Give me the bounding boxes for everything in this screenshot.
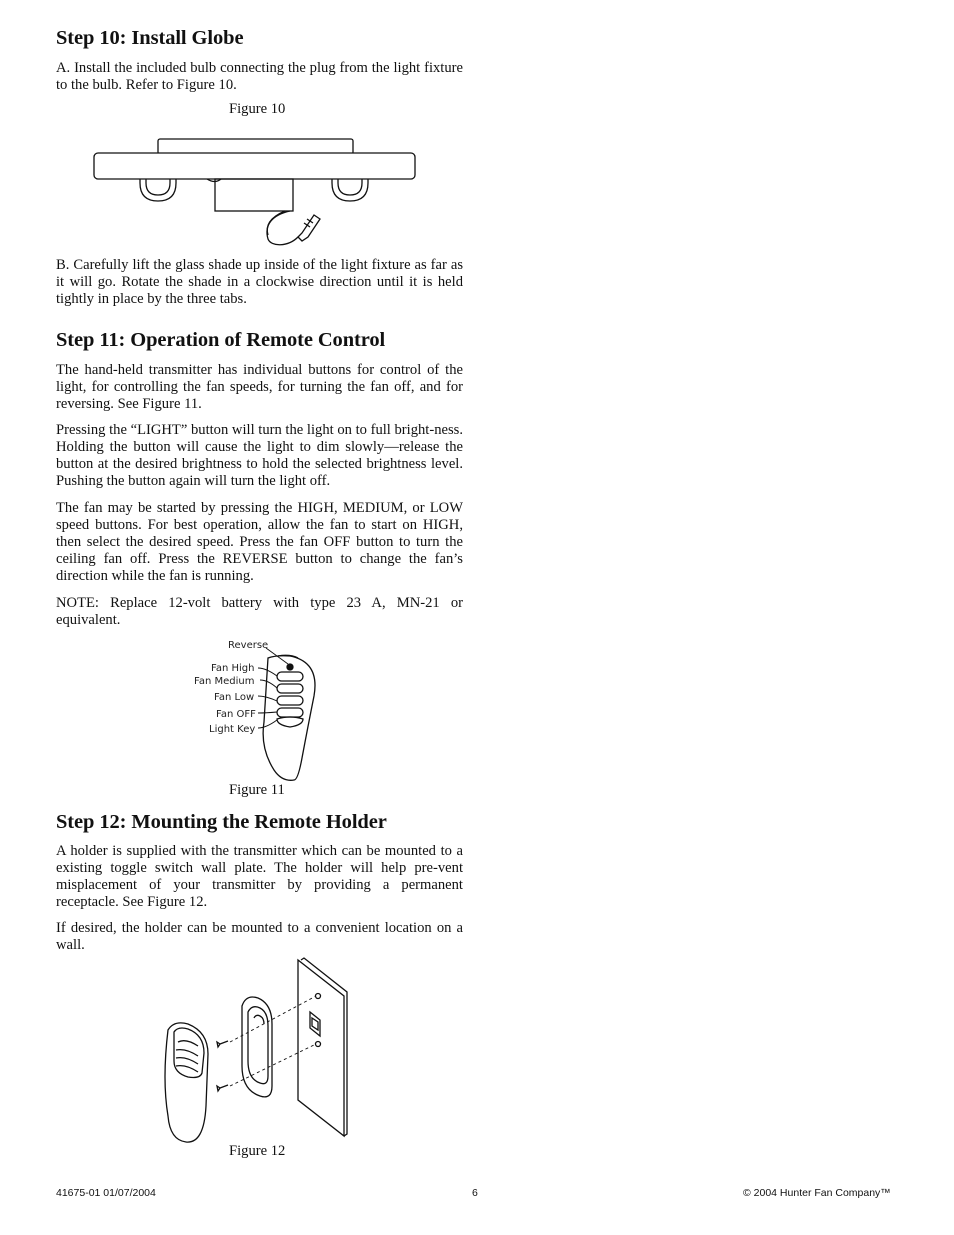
footer-copyright: © 2004 Hunter Fan Company™ [743,1187,891,1199]
step12-para-1: A holder is supplied with the transmitter which can be mounted to a existing toggle switch wall plate. The holder will help pre-vent misplacement of your transmitter by providing a permanent receptacle. See Figure 12. [56,843,463,910]
label-fan-medium: Fan Medium [194,676,255,687]
figure11-remote-diagram [180,636,340,786]
figure12-caption: Figure 12 [229,1143,286,1159]
label-fan-low: Fan Low [214,692,255,703]
footer-page-number: 6 [472,1187,478,1199]
step11-para-1: The hand-held transmitter has individual buttons for control of the light, for controlling the fan speeds, for turning the fan off, and for reversing. See Figure 11. [56,362,463,412]
footer-doc-number: 41675-01 01/07/2004 [56,1187,156,1199]
step10-para-a: A. Install the included bulb connecting the plug from the light fixture to the bulb. Refer to Figure 10. [56,60,463,93]
step11-para-4: NOTE: Replace 12-volt battery with type 23 A, MN-21 or equivalent. [56,595,463,628]
label-light-key: Light Key [209,724,256,735]
step11-heading: Step 11: Operation of Remote Control [56,329,386,351]
step10-heading: Step 10: Install Globe [56,27,244,49]
step10-para-b: B. Carefully lift the glass shade up inside of the light fixture as far as it will go. Rotate the shade in a clockwise direction until it is held tightly in place by the three tabs. [56,257,463,307]
figure10-caption: Figure 10 [229,101,286,117]
label-reverse: Reverse [228,640,269,651]
label-fan-high: Fan High [211,663,255,674]
figure10-light-fixture-illustration [92,138,418,248]
step12-para-2: If desired, the holder can be mounted to a convenient location on a wall. [56,920,463,953]
step12-heading: Step 12: Mounting the Remote Holder [56,811,387,833]
figure11-caption: Figure 11 [229,782,285,798]
step11-para-3: The fan may be started by pressing the HIGH, MEDIUM, or LOW speed buttons. For best operation, allow the fan to start on HIGH, then select the desired speed. Press the fan OFF button to turn the ceiling fan off. Press the REVERSE button to change the fan’s direction while the fan is running. [56,500,463,584]
figure12-remote-holder-illustration [160,956,360,1146]
label-fan-off: Fan OFF [216,709,256,720]
step11-para-2: Pressing the “LIGHT” button will turn the light on to full bright-ness. Holding the button will cause the light to dim slowly—release the button at the desired brightness to hold the selected brightness level. Pushing the button again will turn the light off. [56,422,463,489]
